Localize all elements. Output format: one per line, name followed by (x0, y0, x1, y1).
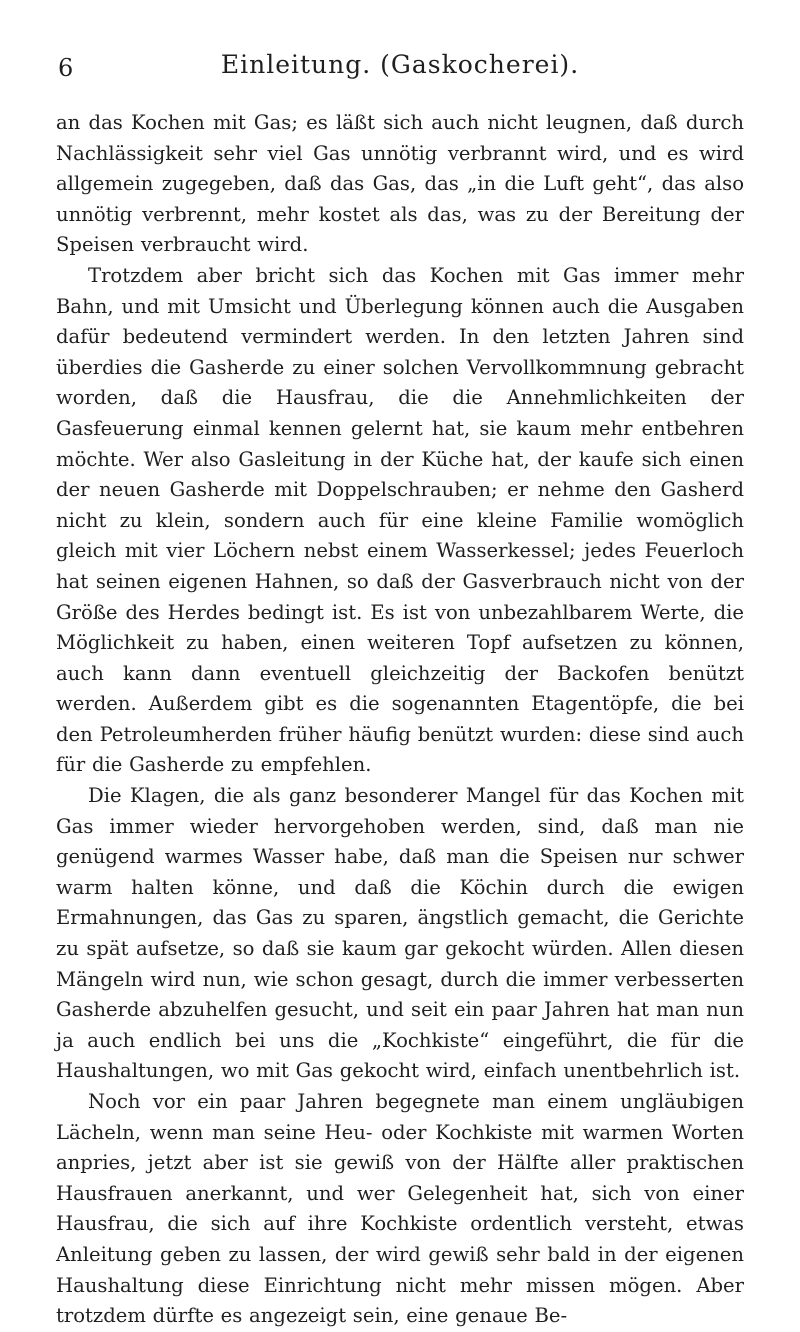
page-number: 6 (58, 54, 74, 82)
body-text (56, 108, 744, 1332)
paragraph-1: an das Kochen mit Gas; es läßt sich auch nicht leugnen, daß durch Nachlässigkeit sehr viel Gas unnötig verbrannt wird, und es wird allgemein zugegeben, daß das Gas, das „in die Luft geht“, das also unnötig verbrennt, mehr kostet als das, was zu der Bereitung der Speisen verbraucht wird. (56, 111, 744, 257)
page-header (58, 48, 742, 88)
running-head: Einleitung. (Gaskocherei). (220, 50, 580, 79)
paragraph-3: Die Klagen, die als ganz besonderer Mangel für das Kochen mit Gas immer wieder hervorgehoben werden, sind, daß man nie genügend warmes Wasser habe, daß man die Speisen nur schwer warm halten könne, und daß die Köchin durch die ewigen Ermahnungen, das Gas zu sparen, ängstlich gemacht, die Gerichte zu spät aufsetze, so daß sie kaum gar gekocht würden. Allen diesen Mängeln wird nun, wie schon gesagt, durch die immer verbesserten Gasherde abzuhelfen gesucht, und seit ein paar Jahren hat man nun ja auch endlich bei uns die „Kochkiste“ eingeführt, die für die Haushaltungen, wo mit Gas gekocht wird, einfach unentbehrlich ist. (56, 784, 744, 1083)
paragraph-4: Noch vor ein paar Jahren begegnete man einem ungläubigen Lächeln, wenn man seine Heu- oder Kochkiste mit warmen Worten anpries, jetzt aber ist sie gewiß von der Hälfte aller praktischen Hausfrauen anerkannt, und wer Gelegenheit hat, sich von einer Hausfrau, die sich auf ihre Kochkiste ordentlich versteht, etwas Anleitung geben zu lassen, der wird gewiß sehr bald in der eigenen Haushaltung diese Einrichtung nicht mehr missen mögen. Aber trotzdem dürfte es angezeigt sein, eine genaue Be- (56, 1090, 744, 1328)
paragraph-2: Trotzdem aber bricht sich das Kochen mit Gas immer mehr Bahn, und mit Umsicht und Überlegung können auch die Ausgaben dafür bedeutend vermindert werden. In den letzten Jahren sind überdies die Gasherde zu einer solchen Vervollkommnung gebracht worden, daß die Hausfrau, die die Annehmlichkeiten der Gasfeuerung einmal kennen gelernt hat, sie kaum mehr entbehren möchte. Wer also Gasleitung in der Küche hat, der kaufe sich einen der neuen Gasherde mit Doppelschrauben; er nehme den Gasherd nicht zu klein, sondern auch für eine kleine Familie womöglich gleich mit vier Löchern nebst einem Wasserkessel; jedes Feuerloch hat seinen eigenen Hahnen, so daß der Gasverbrauch nicht von der Größe des Herdes bedingt ist. Es ist von unbezahlbarem Werte, die Möglichkeit zu haben, einen weiteren Topf aufsetzen zu können, auch kann dann eventuell gleichzeitig der Backofen benützt werden. Außerdem gibt es die sogenannten Etagentöpfe, die bei den Petroleumherden früher häufig benützt wurden: diese sind auch für die Gasherde zu empfehlen. (56, 263, 744, 777)
